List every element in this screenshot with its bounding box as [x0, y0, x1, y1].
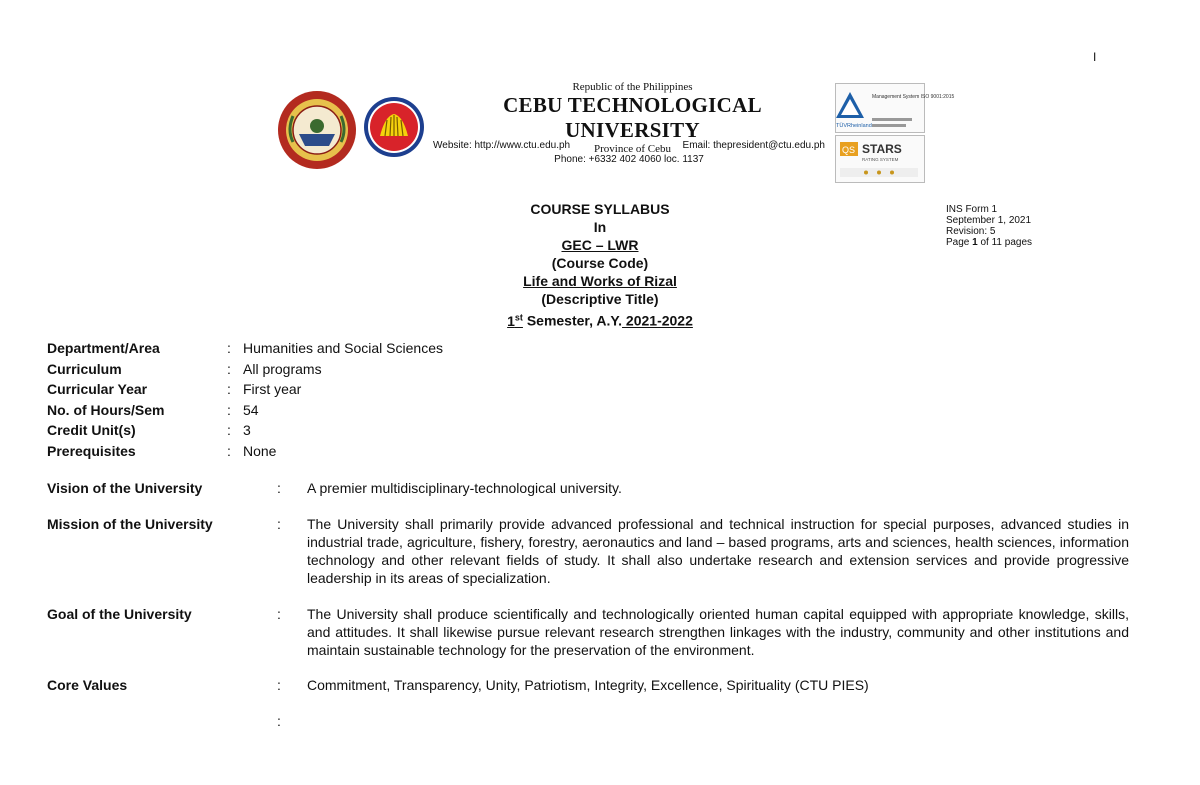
trailing-colon-row: :	[277, 713, 281, 729]
vision-text: A premier multidisciplinary-technological university.	[307, 480, 622, 496]
page-number: I	[1093, 50, 1097, 64]
form-date: September 1, 2021	[946, 215, 1032, 226]
academic-year: 2021-2022	[622, 312, 693, 329]
email-text: Email: thepresident@ctu.edu.ph	[682, 140, 825, 151]
core-values-label: Core Values	[47, 677, 128, 693]
goal-section: Goal of the University : The University shall produce scientifically and technologically oriented human capital equipped with appropriate knowledge, skills, and attitudes. It shall likewise pursue relevant research strengthen linkages with the industry, community and other institutions and maintain sustainable technology for the preservation of the environment.	[47, 606, 1129, 658]
course-code-caption: (Course Code)	[551, 255, 649, 271]
province-text: Province of Cebu	[594, 143, 671, 155]
core-values-text: Commitment, Transparency, Unity, Patriotism, Integrity, Excellence, Spirituality (CTU PIES)	[307, 677, 869, 693]
goal-label: Goal of the University	[47, 606, 192, 622]
form-revision: Revision: 5	[946, 226, 996, 237]
tuv-caption-text: Management System ISO 9001:2015	[872, 94, 955, 100]
syllabus-title-block	[450, 200, 750, 330]
letterhead	[275, 78, 955, 188]
form-info	[946, 204, 1032, 248]
course-code: GEC – LWR	[561, 237, 639, 253]
qs-badge-text: QS	[842, 145, 856, 155]
mission-label: Mission of the University	[47, 516, 213, 532]
vision-label: Vision of the University	[47, 480, 203, 496]
university-seal-logo	[277, 90, 357, 170]
mission-text: The University shall primarily provide advanced professional and technical instruction for special purposes, advanced studies in industrial trade, agriculture, fishery, forestry, aeronautics and land – based programs, arts and sciences, health sciences, information technology and other relevant fields of study. It shall also undertake research and extension services and provide progressive leadership in its areas of specialization.	[307, 516, 1129, 586]
tuv-certification-badge	[835, 83, 955, 133]
asean-logo	[363, 96, 425, 158]
semester-text: Semester, A.Y.	[522, 312, 623, 329]
stars-caption-text: RATING SYSTEM	[862, 157, 899, 162]
vision-section: Vision of the University : A premier multidisciplinary-technological university.	[47, 479, 1130, 499]
university-name: CEBU TECHNOLOGICAL UNIVERSITY	[503, 93, 762, 142]
goal-text: The University shall produce scientifically and technologically oriented human capital equipped with appropriate knowledge, skills, and attitudes. It shall likewise pursue relevant research strengthen linkages with the industry, community and other institutions and maintain sustainable technology for the preservation of the environment.	[307, 606, 1129, 658]
republic-text: Republic of the Philippines	[572, 81, 693, 93]
form-page: Page 1 of 11 pages	[946, 237, 1033, 248]
semester-line	[450, 308, 750, 330]
core-values-section: Core Values : Commitment, Transparency, Unity, Patriotism, Integrity, Excellence, Spirituality (CTU PIES)	[47, 676, 1130, 696]
stars-badge-text: STARS	[862, 142, 902, 156]
phone-text: Phone: +6332 402 4060 loc. 1137	[554, 154, 704, 165]
syllabus-in: In	[593, 219, 607, 235]
tuv-badge-text: TÜVRheinland	[836, 123, 872, 129]
descriptive-title: Life and Works of Rizal	[523, 273, 677, 289]
mission-section: Mission of the University : The University shall primarily provide advanced professional and technical instruction for special purposes, advanced studies in industrial trade, agriculture, fishery, forestry, aeronautics and land – based programs, arts and sciences, health sciences, information technology and other relevant fields of study. It shall also undertake research and extension services and provide progressive leadership in its areas of specialization.	[47, 516, 1129, 586]
descriptive-title-caption: (Descriptive Title)	[541, 291, 659, 307]
qs-stars-badge	[835, 135, 925, 183]
semester-number: 1	[507, 312, 515, 329]
semester-suffix: st	[514, 312, 523, 322]
syllabus-heading: COURSE SYLLABUS	[530, 201, 670, 217]
form-id: INS Form 1	[946, 204, 998, 215]
website-text: Website: http://www.ctu.edu.ph	[433, 140, 571, 151]
